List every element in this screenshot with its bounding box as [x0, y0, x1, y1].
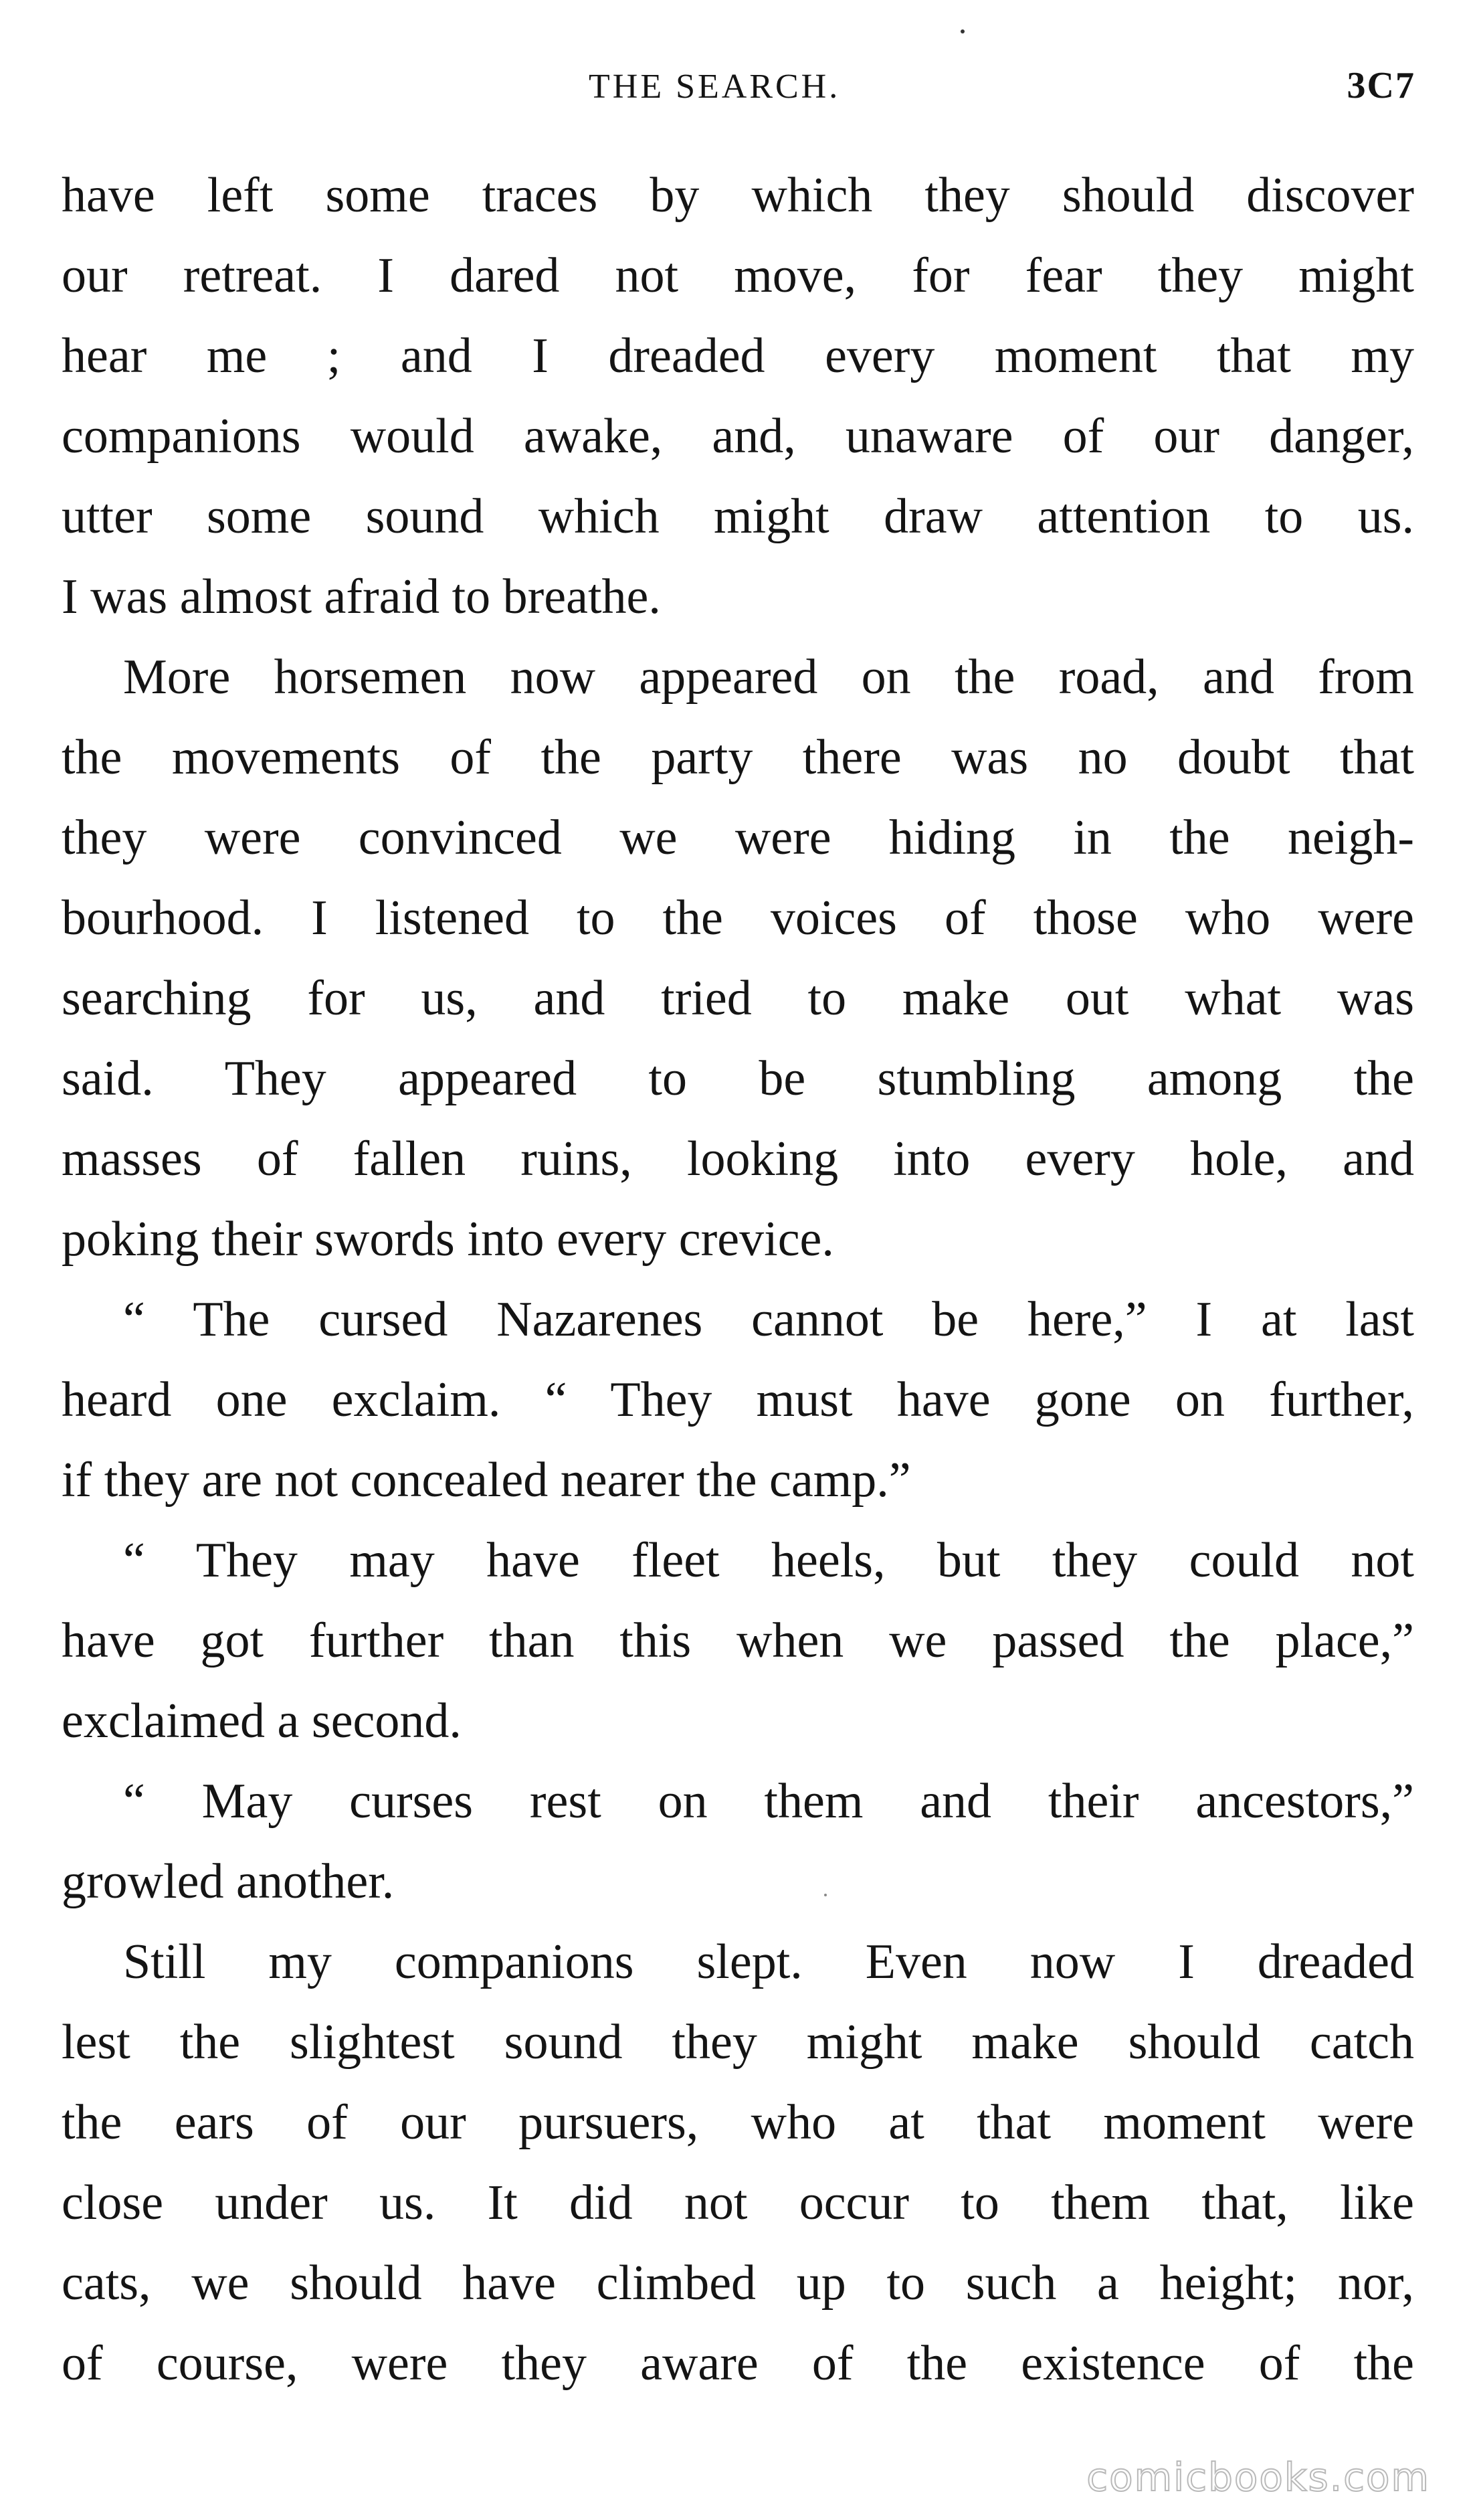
stray-ink-dot [824, 1894, 827, 1896]
text-line: the movements of the party there was no doubt that [62, 730, 1414, 785]
text-line: if they are not concealed nearer the camp.” [62, 1453, 911, 1508]
page-number: 3C7 [1347, 65, 1415, 106]
text-line: cats, we should have climbed up to such a height; nor, [62, 2256, 1414, 2311]
text-line: said. They appeared to be stumbling among the [62, 1051, 1414, 1106]
text-line: growled another. [62, 1854, 395, 1909]
text-line: “ May curses rest on them and their ancestors,” [123, 1774, 1414, 1829]
text-line: searching for us, and tried to make out what was [62, 971, 1414, 1026]
page-header [0, 62, 1477, 115]
text-line: Still my companions slept. Even now I dreaded [123, 1934, 1414, 1989]
text-line: the ears of our pursuers, who at that moment were [62, 2095, 1414, 2150]
text-line: “ They may have fleet heels, but they could not [123, 1533, 1414, 1588]
running-title: THE SEARCH. [589, 68, 841, 106]
stray-ink-dot [961, 29, 965, 33]
text-line: have left some traces by which they should discover [62, 168, 1414, 223]
text-line: have got further than this when we passed the place,” [62, 1613, 1414, 1668]
text-line: companions would awake, and, unaware of our danger, [62, 409, 1414, 464]
text-line: More horsemen now appeared on the road, and from [123, 650, 1414, 705]
text-line: utter some sound which might draw attention to us. [62, 489, 1414, 544]
text-line: “ The cursed Nazarenes cannot be here,” I at last [123, 1292, 1414, 1347]
text-line: poking their swords into every crevice. [62, 1212, 834, 1267]
text-line: of course, were they aware of the existence of the [62, 2336, 1414, 2391]
text-line: lest the slightest sound they might make should catch [62, 2015, 1414, 2070]
text-line: bourhood. I listened to the voices of those who were [62, 891, 1414, 946]
text-line: our retreat. I dared not move, for fear they might [62, 248, 1414, 303]
text-line: close under us. It did not occur to them that, like [62, 2175, 1414, 2230]
watermark-logo: comicbooks.com [1086, 2454, 1430, 2500]
text-line: I was almost afraid to breathe. [62, 569, 661, 624]
text-line: exclaimed a second. [62, 1694, 462, 1748]
text-line: they were convinced we were hiding in the neigh- [62, 810, 1414, 865]
body-text [62, 155, 1414, 2404]
text-line: heard one exclaim. “ They must have gone on further, [62, 1372, 1414, 1427]
text-line: masses of fallen ruins, looking into every hole, and [62, 1132, 1414, 1186]
text-line: hear me ; and I dreaded every moment that my [62, 329, 1414, 383]
